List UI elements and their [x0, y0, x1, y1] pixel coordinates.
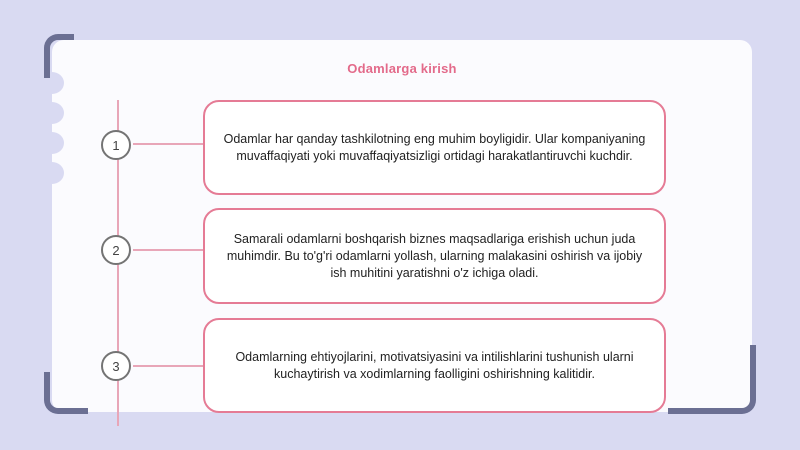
- binder-hole: [40, 132, 64, 154]
- frame-corner-bottom-left: [44, 372, 88, 414]
- step-text-2: Samarali odamlarni boshqarish biznes maqsadlariga erishish uchun juda muhimdir. Bu to'g'ri odamlarni yollash, ularning malakasini oshirish va ijobiy ish muhitini yaratishni o'z ichiga oladi.: [226, 231, 643, 280]
- step-box-2: [203, 208, 666, 304]
- step-number-2: 2: [101, 235, 131, 265]
- binder-hole: [40, 162, 64, 184]
- timeline-connector: [133, 365, 203, 367]
- timeline-connector: [133, 143, 203, 145]
- step-box-1: [203, 100, 666, 195]
- timeline-connector: [133, 249, 203, 251]
- frame-corner-bottom-right: [668, 345, 756, 414]
- step-number-3: 3: [101, 351, 131, 381]
- step-box-3: [203, 318, 666, 413]
- binder-hole: [40, 102, 64, 124]
- step-number-1: 1: [101, 130, 131, 160]
- step-text-1: Odamlar har qanday tashkilotning eng muhim boyligidir. Ular kompaniyaning muvaffaqiyati yoki muvaffaqiyatsizligi ortidagi harakatlantiruvchi kuchdir.: [223, 131, 646, 163]
- slide-title: Odamlarga kirish: [347, 61, 457, 76]
- step-text-3: Odamlarning ehtiyojlarini, motivatsiyasini va intilishlarini tushunish ularni kuchaytirish va xodimlarning faolligini oshirishning kalitidir.: [235, 349, 634, 381]
